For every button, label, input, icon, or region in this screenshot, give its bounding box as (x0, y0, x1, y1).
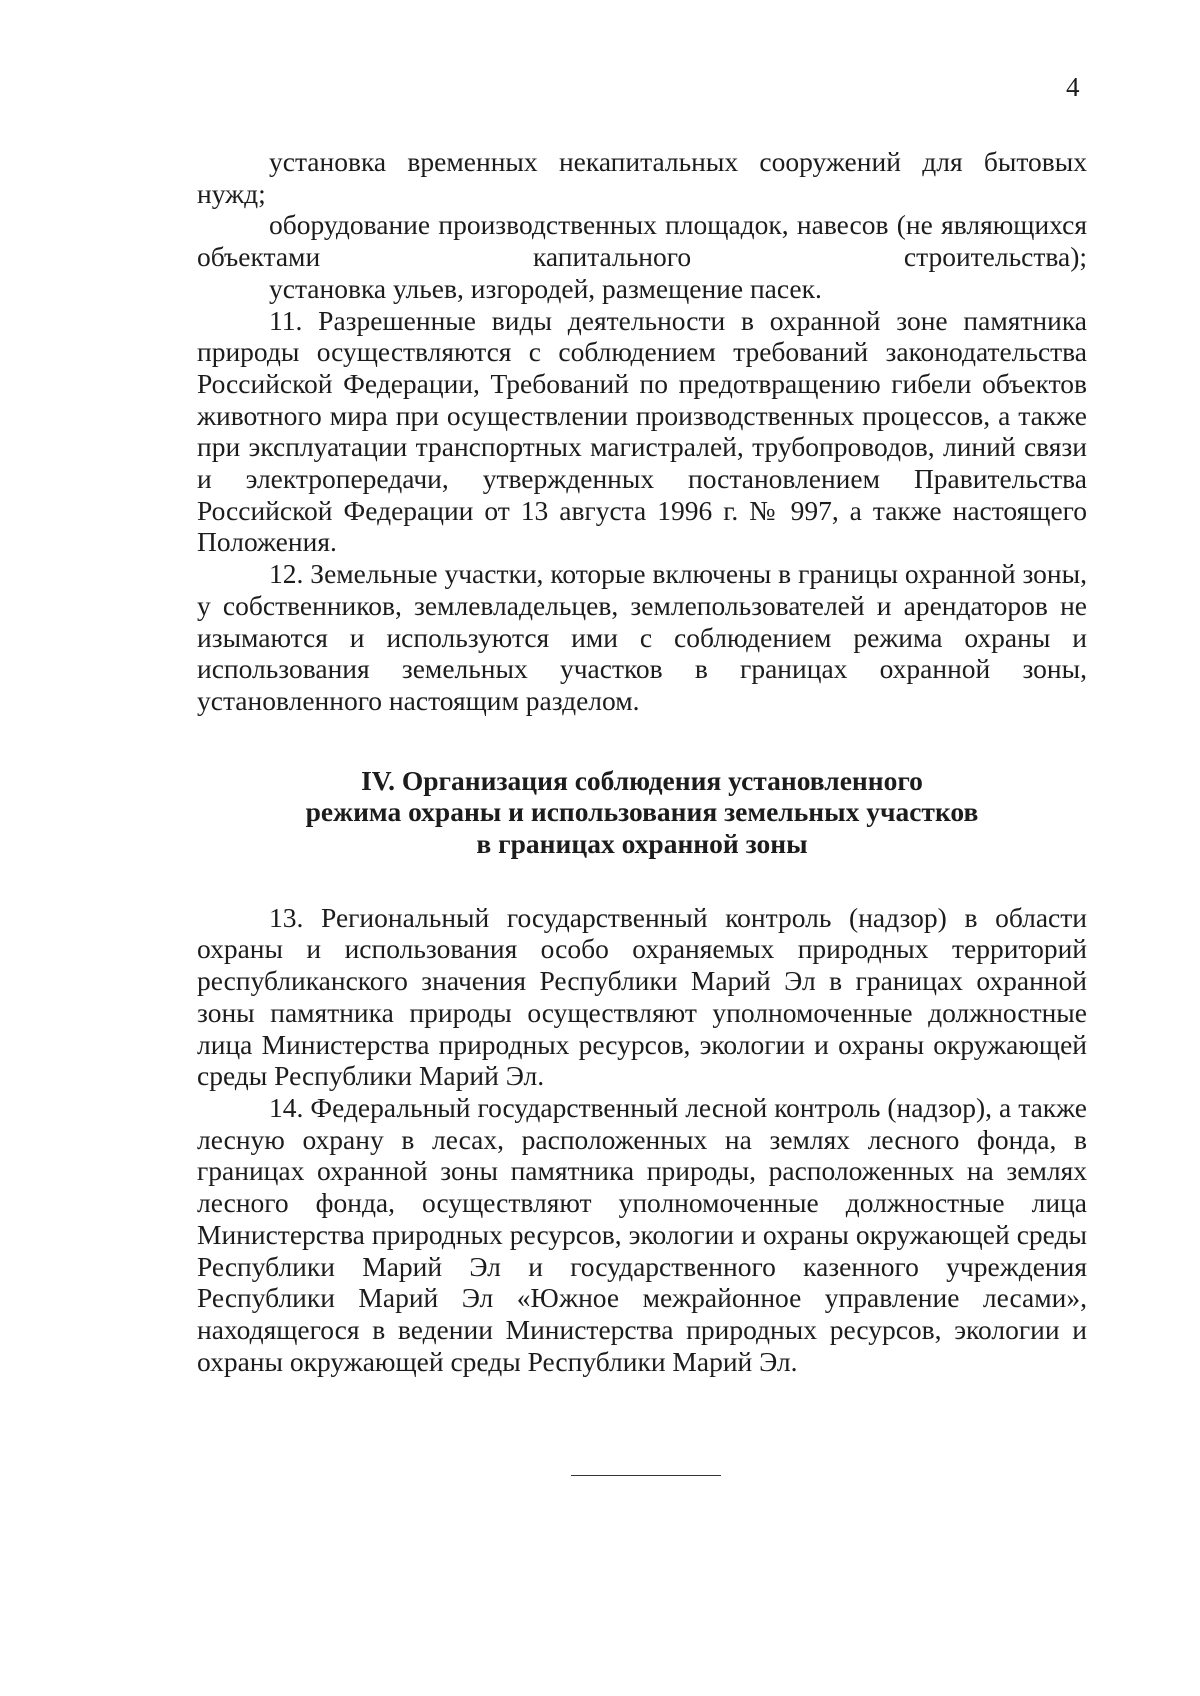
paragraph-production-sites: оборудование производственных площадок, навесов (не являющихся объектами капитального строительства); (197, 209, 1087, 273)
paragraph-item-13: 13. Региональный государственный контроль (надзор) в области охраны и использования особо охраняемых природных территорий республиканского значения Республики Марий Эл в границах охранной зоны памятника природы осуществляют уполномоченные должностные лица Министерства природных ресурсов, экологии и охраны окружающей среды Республики Марий Эл. (197, 901, 1087, 1092)
page-number: 4 (1066, 72, 1080, 102)
section-heading-line: в границах охранной зоны (476, 828, 808, 860)
section-heading-line: режима охраны и использования земельных участков (305, 796, 979, 828)
section-heading (197, 765, 1087, 860)
end-of-document-rule (571, 1475, 721, 1476)
paragraph-beehives: установка ульев, изгородей, размещение пасек. (269, 272, 822, 304)
paragraph-item-11: 11. Разрешенные виды деятельности в охранной зоне памятника природы осуществляются с соблюдением требований законодательства Российской Федерации, Требований по предотвращению гибели объектов животного мира при осуществлении производственных процессов, а также при эксплуатации транспортных магистралей, трубопроводов, линий связи и электропередачи, утвержденных постановлением Правительства Российской Федерации от 13 августа 1996 г. № 997, а также настоящего Положения. (197, 304, 1087, 558)
section-heading-line: IV. Организация соблюдения установленного (361, 764, 923, 796)
paragraph-temporary-structures: установка временных некапитальных сооружений для бытовых нужд; (197, 146, 1087, 209)
paragraph-item-12: 12. Земельные участки, которые включены в границы охранной зоны, у собственников, землевладельцев, землепользователей и арендаторов не изымаются и используются ими с соблюдением режима охраны и использования земельных участков в границах охранной зоны, установленного настоящим разделом. (197, 558, 1087, 716)
paragraph-item-14: 14. Федеральный государственный лесной контроль (надзор), а также лесную охрану в лесах, расположенных на землях лесного фонда, в границах охранной зоны памятника природы, расположенных на землях лесного фонда, осуществляют уполномоченные должностные лица Министерства природных ресурсов, экологии и охраны окружающей среды Республики Марий Эл и государственного казенного учреждения Республики Марий Эл «Южное межрайонное управление лесами», находящегося в ведении Министерства природных ресурсов, экологии и охраны окружающей среды Республики Марий Эл. (197, 1091, 1087, 1377)
document-body (197, 146, 1087, 1377)
